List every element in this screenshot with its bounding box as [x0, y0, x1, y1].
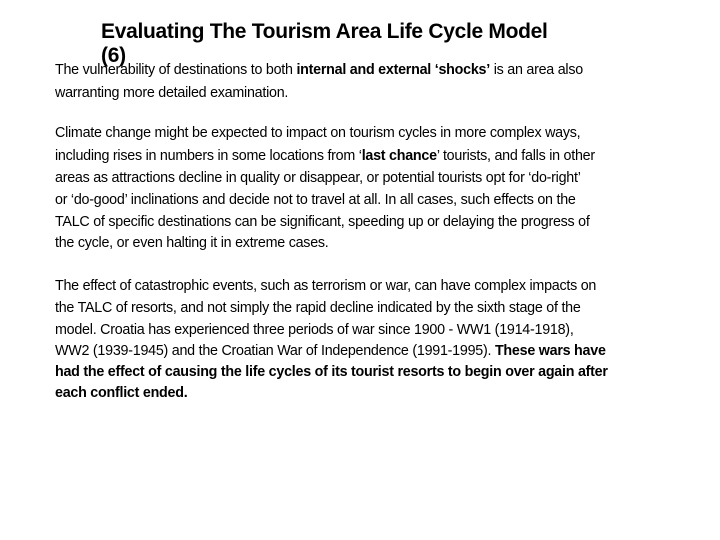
- text: ’ tourists, and falls in other: [436, 148, 595, 164]
- paragraph-2-line: [55, 234, 329, 252]
- text: including rises in numbers in some locations from ‘: [55, 148, 362, 164]
- bold-text: These wars have: [494, 343, 606, 359]
- text: Climate change might be expected to impact on tourism cycles in more complex ways,: [55, 125, 581, 141]
- bold-text: each conflict ended.: [55, 385, 188, 401]
- paragraph-2-line: [55, 213, 590, 231]
- paragraph-2-line: [55, 147, 595, 165]
- paragraph-1-line: [55, 84, 288, 102]
- text: the cycle, or even halting it in extreme cases.: [55, 235, 329, 251]
- text: the TALC of resorts, and not simply the rapid decline indicated by the sixth stage of the: [55, 300, 581, 316]
- bold-text: had the effect of causing the life cycles of its tourist resorts to begin over again after: [55, 364, 608, 380]
- bold-text: internal and external ‘shocks’: [296, 62, 490, 78]
- slide-title: Evaluating The Tourism Area Life Cycle Model: [101, 20, 548, 43]
- text: warranting more detailed examination.: [55, 85, 289, 101]
- paragraph-3-line: [55, 342, 606, 360]
- paragraph-1-line: [55, 61, 583, 79]
- slide-title-number: (6): [101, 44, 126, 67]
- paragraph-3-line: [55, 363, 608, 381]
- paragraph-3-line: [55, 321, 574, 339]
- text: The vulnerability of destinations to both: [55, 62, 297, 78]
- paragraph-3-line: [55, 384, 187, 402]
- text: TALC of specific destinations can be significant, speeding up or delaying the progress of: [55, 214, 590, 230]
- text: model. Croatia has experienced three periods of war since 1900 - WW1 (1914-1918),: [55, 322, 574, 338]
- paragraph-2-line: [55, 169, 581, 187]
- paragraph-2-line: [55, 191, 576, 209]
- text: The effect of catastrophic events, such as terrorism or war, can have complex impacts on: [55, 278, 597, 294]
- bold-text: last chance: [361, 148, 437, 164]
- text: or ‘do-good’ inclinations and decide not to travel at all. In all cases, such effects on the: [55, 192, 576, 208]
- paragraph-2-line: [55, 124, 580, 142]
- paragraph-3-line: [55, 299, 581, 317]
- text: WW2 (1939-1945) and the Croatian War of Independence (1991-1995).: [55, 343, 495, 359]
- paragraph-3-line: [55, 277, 596, 295]
- text: areas as attractions decline in quality or disappear, or potential tourists opt for ‘do-right’: [55, 170, 581, 186]
- text: is an area also: [489, 62, 583, 78]
